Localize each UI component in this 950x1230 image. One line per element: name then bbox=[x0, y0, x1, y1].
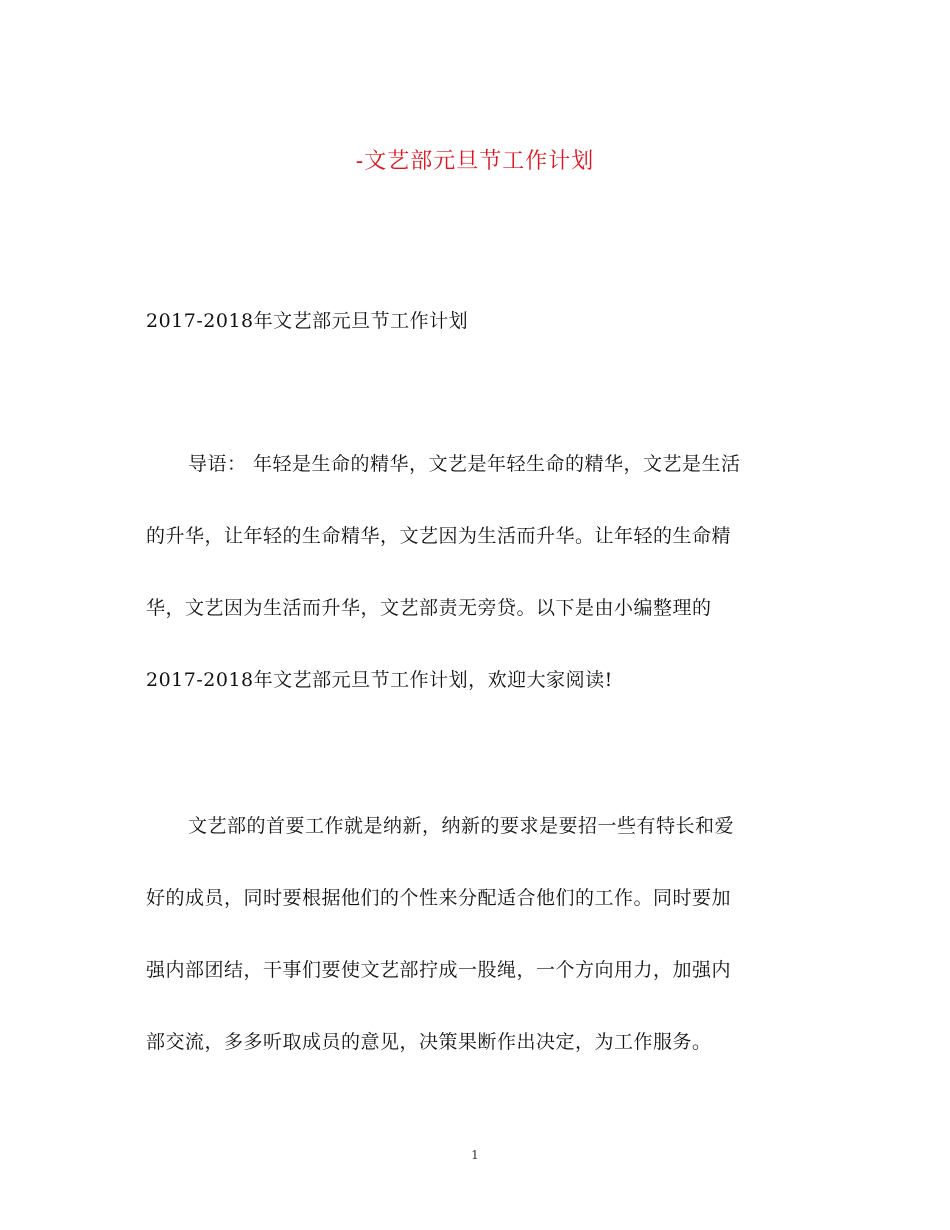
paragraph-body bbox=[146, 790, 806, 1078]
paragraph-line: 部交流，多多听取成员的意见，决策果断作出决定，为工作服务。 bbox=[146, 1031, 712, 1053]
paragraph-line: 华，文艺因为生活而升华，文艺部责无旁贷。以下是由小编整理的 bbox=[146, 597, 712, 619]
paragraph-line: 导语： 年轻是生命的精华，文艺是年轻生命的精华，文艺是生活 bbox=[188, 453, 741, 475]
document-subtitle: 2017-2018年文艺部元旦节工作计划 bbox=[146, 310, 469, 332]
paragraph-line: 文艺部的首要工作就是纳新，纳新的要求是要招一些有特长和爱 bbox=[188, 815, 735, 837]
paragraph-line: 强内部团结，干事们要使文艺部拧成一股绳，一个方向用力，加强内 bbox=[146, 959, 732, 981]
paragraph-intro bbox=[146, 428, 806, 716]
paragraph-line: 的升华，让年轻的生命精华，文艺因为生活而升华。让年轻的生命精 bbox=[146, 525, 732, 547]
page-number: 1 bbox=[471, 1148, 479, 1162]
paragraph-line: 好的成员，同时要根据他们的个性来分配适合他们的工作。同时要加 bbox=[146, 887, 732, 909]
paragraph-line: 2017-2018年文艺部元旦节工作计划，欢迎大家阅读! bbox=[146, 669, 613, 691]
document-title: -文艺部元旦节工作计划 bbox=[355, 149, 595, 174]
